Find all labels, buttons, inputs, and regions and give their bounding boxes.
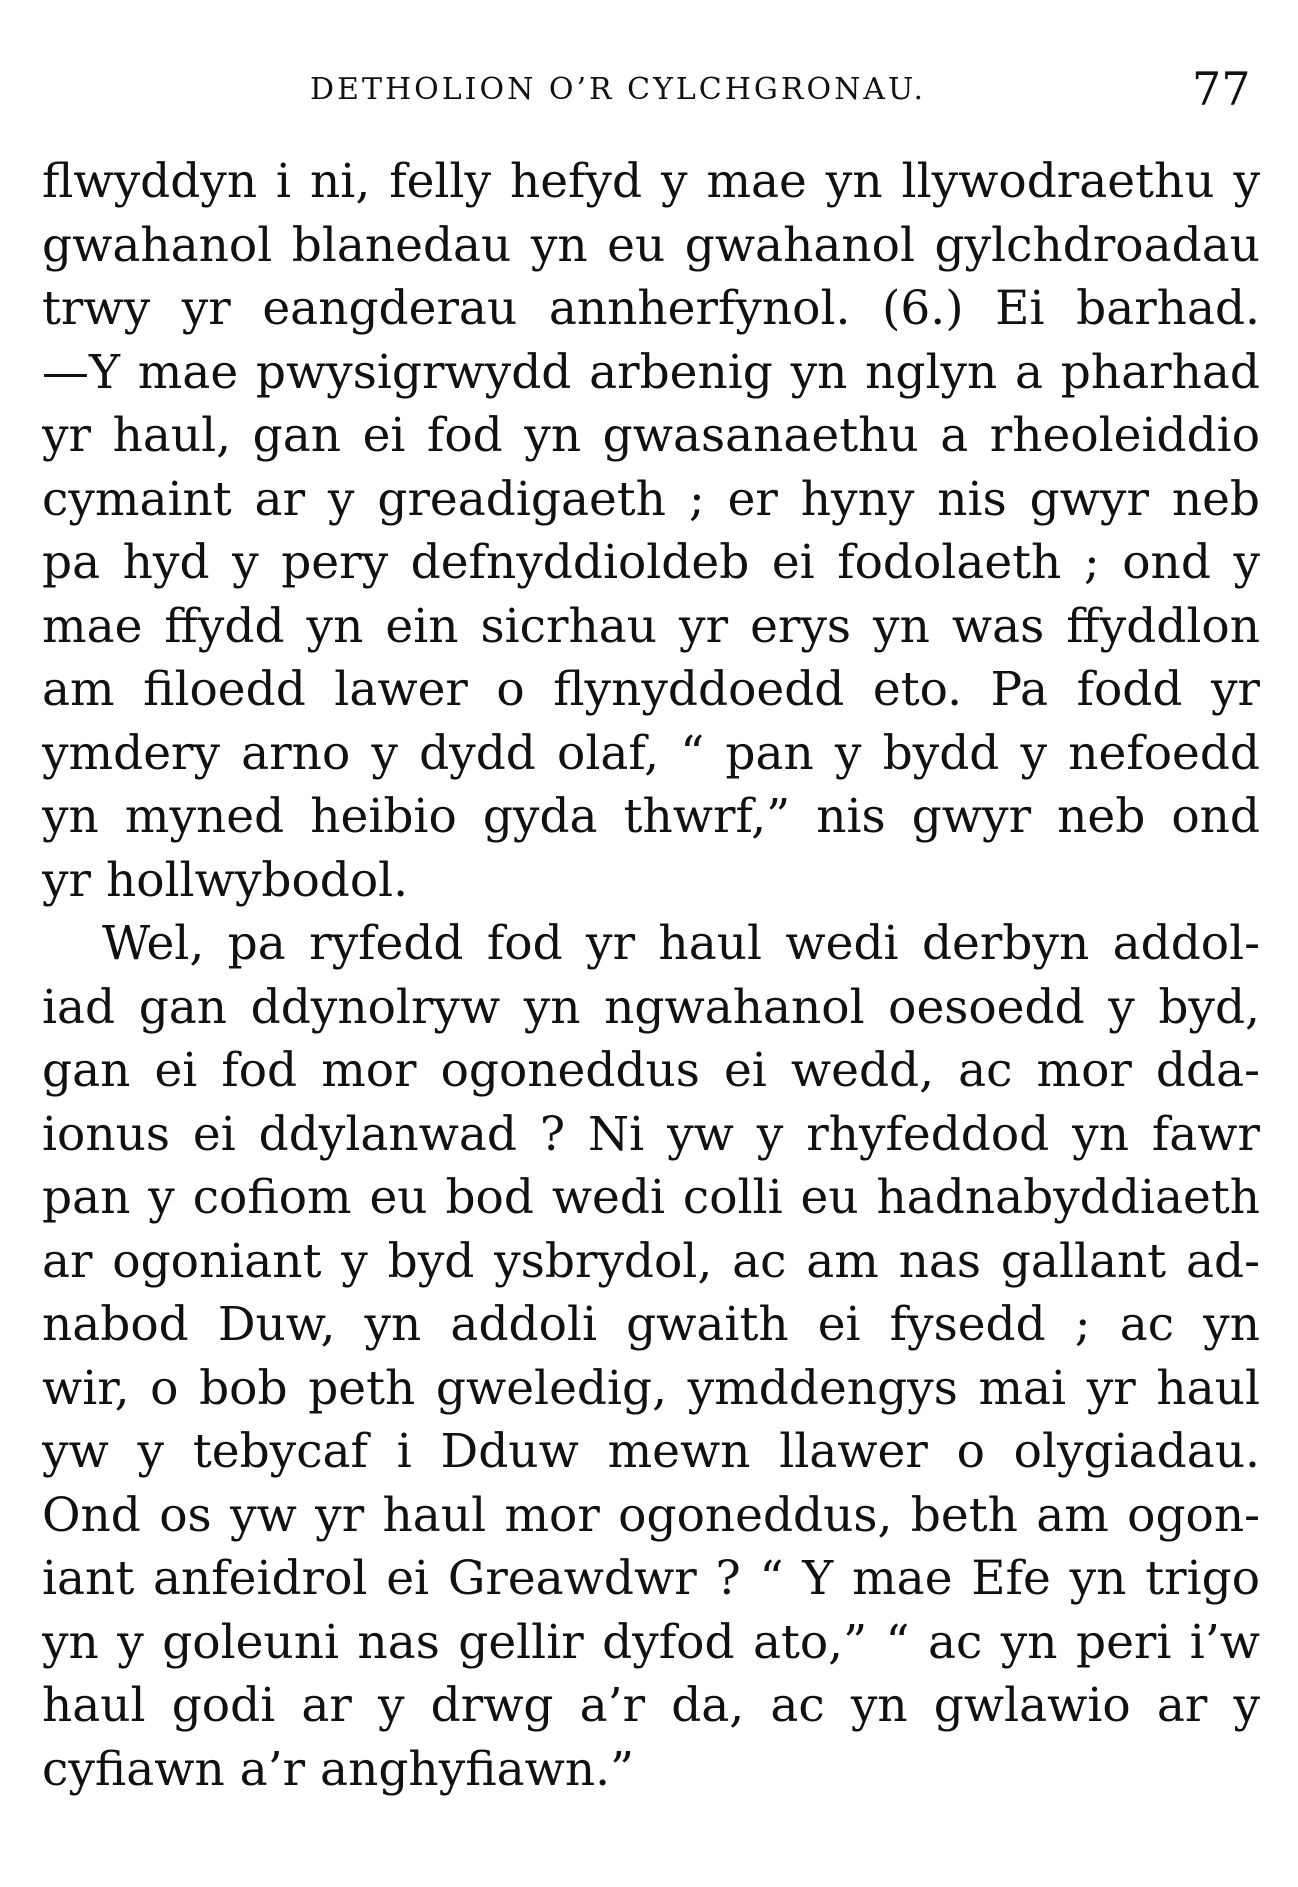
text-line: wir, o bob peth gweledig, ymddengys mai yr haul — [42, 1360, 1260, 1416]
text-line: gan ei fod mor ogoneddus ei wedd, ac mor dda- — [42, 1043, 1260, 1098]
text-line: ymdery arno y dydd olaf, “ pan y bydd y nefoedd — [42, 725, 1260, 781]
text-line: yw y tebycaf i Dduw mewn llawer o olygiadau. — [42, 1424, 1260, 1479]
text-line: pa hyd y pery defnyddioldeb ei fodolaeth ; ond y — [42, 535, 1260, 590]
running-title: DETHOLION O’R CYLCHGRONAU. — [310, 72, 927, 107]
text-line: pan y cofiom eu bod wedi colli eu hadnabyddiaeth — [42, 1170, 1260, 1225]
page-number: 77 — [1192, 62, 1251, 116]
text-line: iant anfeidrol ei Greawdwr ? “ Y mae Efe yn trigo — [42, 1551, 1260, 1606]
text-line: cyfiawn a’r anghyfiawn.” — [42, 1741, 635, 1797]
text-line: gwahanol blanedau yn eu gwahanol gylchdroadau — [42, 217, 1260, 273]
text-line: yn y goleuni nas gellir dyfod ato,” “ ac yn peri i’w — [42, 1614, 1260, 1670]
text-line: am filoedd lawer o flynyddoedd eto. Pa fodd yr — [42, 662, 1260, 717]
text-line: ar ogoniant y byd ysbrydol, ac am nas gallant ad- — [42, 1233, 1260, 1289]
text-line: yr hollwybodol. — [42, 852, 409, 908]
text-line: cymaint ar y greadigaeth ; er hyny nis gwyr neb — [42, 471, 1260, 527]
body-text — [42, 150, 1260, 1801]
text-line: yn myned heibio gyda thwrf,” nis gwyr neb ond — [42, 789, 1260, 844]
text-line: flwyddyn i ni, felly hefyd y mae yn llywodraethu y — [42, 154, 1260, 209]
paragraph — [42, 150, 1260, 912]
text-line: mae ffydd yn ein sicrhau yr erys yn was ffyddlon — [42, 598, 1260, 654]
text-line: Wel, pa ryfedd fod yr haul wedi derbyn addol- — [102, 916, 1260, 971]
text-line: nabod Duw, yn addoli gwaith ei fysedd ; ac yn — [42, 1297, 1260, 1352]
text-line: Ond os yw yr haul mor ogoneddus, beth am ogon- — [42, 1487, 1260, 1543]
text-line: haul godi ar y drwg a’r da, ac yn gwlawio ar y — [42, 1678, 1260, 1733]
text-line: ionus ei ddylanwad ? Ni yw y rhyfeddod yn fawr — [42, 1106, 1260, 1162]
paragraph — [42, 912, 1260, 1801]
text-line: iad gan ddynolryw yn ngwahanol oesoedd y byd, — [42, 979, 1260, 1035]
text-line: yr haul, gan ei fod yn gwasanaethu a rheoleiddio — [42, 408, 1260, 463]
text-line: —Y mae pwysigrwydd arbenig yn nglyn a pharhad — [42, 344, 1260, 400]
running-head — [0, 60, 1298, 120]
text-line: trwy yr eangderau annherfynol. (6.) Ei barhad. — [42, 281, 1260, 336]
